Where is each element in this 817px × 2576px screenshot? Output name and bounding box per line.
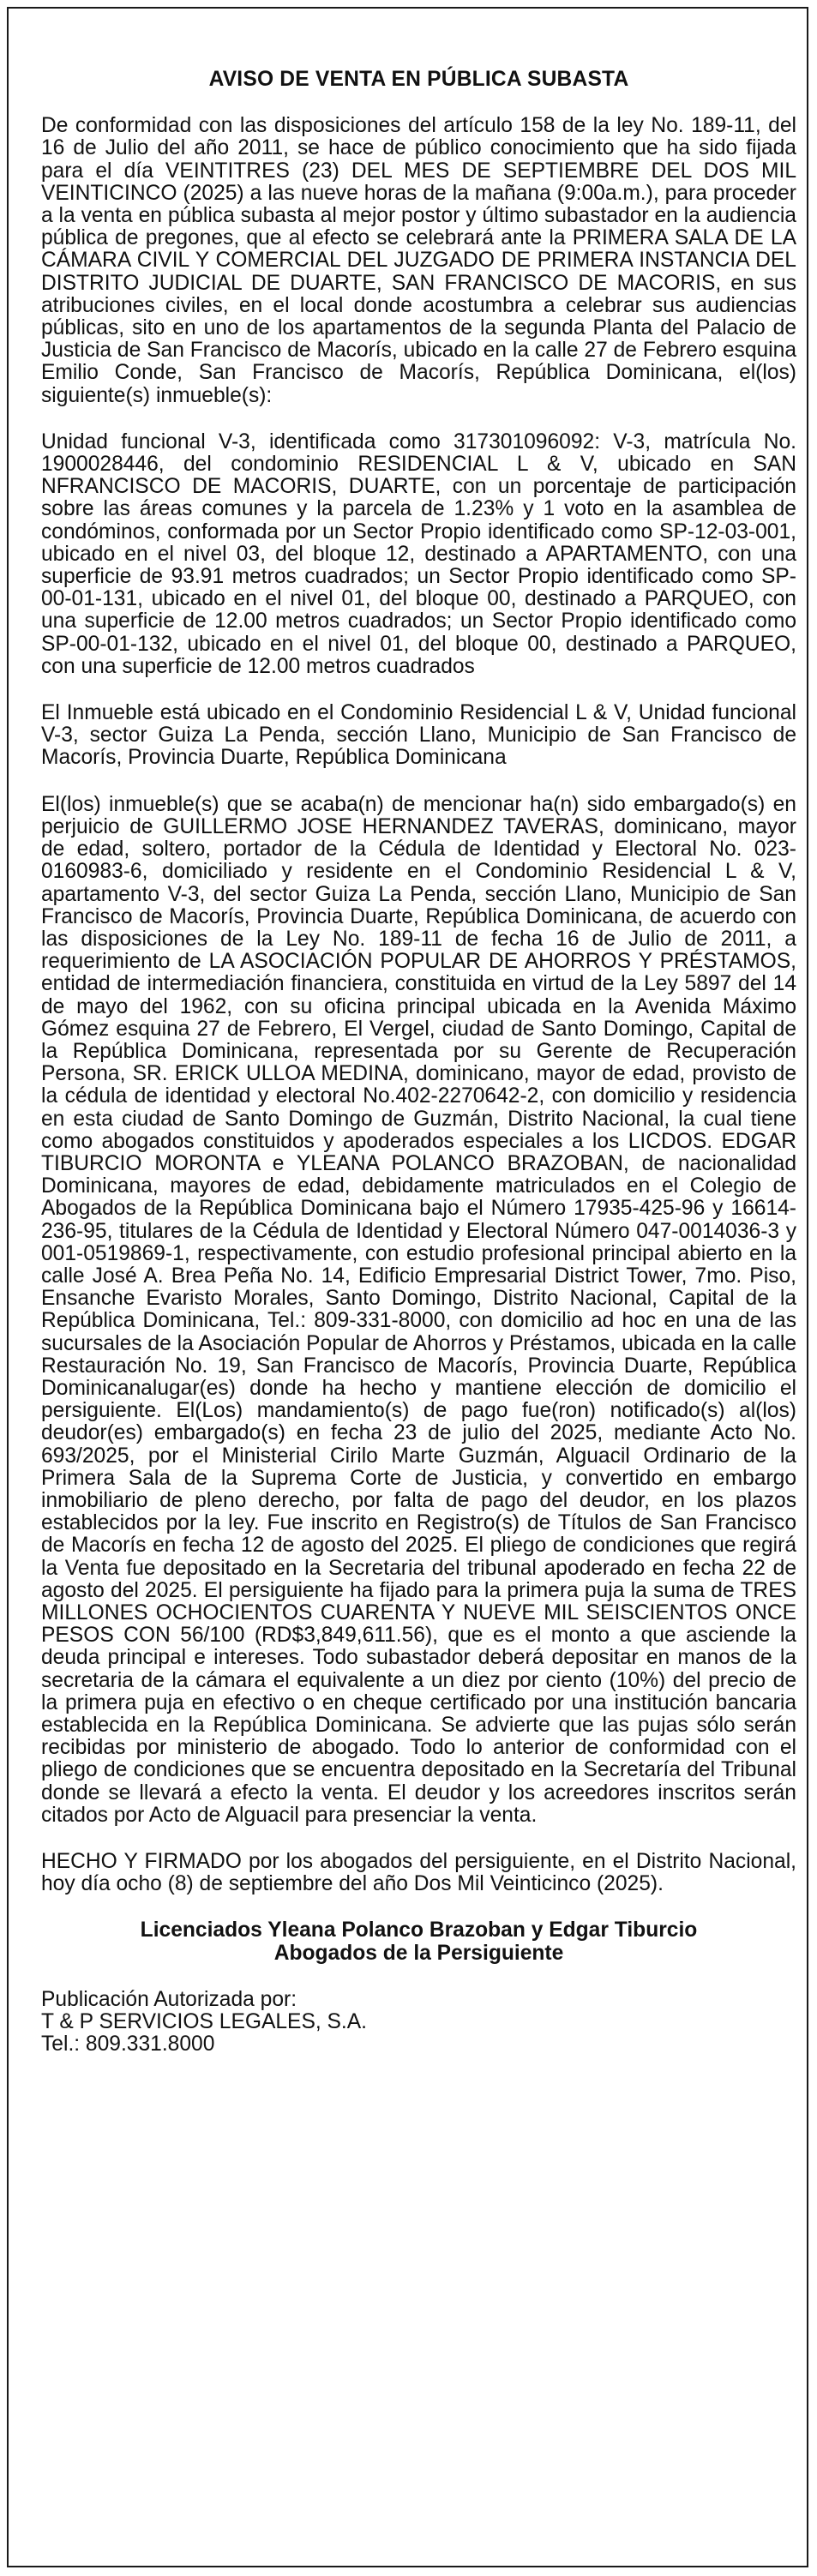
signers-role: Abogados de la Persiguiente (273, 1941, 564, 1965)
notice-body (41, 69, 796, 2056)
notice-title: AVISO DE VENTA EN PÚBLICA SUBASTA (208, 68, 629, 91)
notice-frame (7, 7, 808, 2567)
paragraph-auction-date: De conformidad con las disposiciones del artículo 158 de la ley No. 189-11, del 16 de Julio del año 2011, se hace de público conocimiento que ha sido fijada para el día VEINTITRES (23) DEL MES DE SEPTIEMBRE DEL DOS MIL VEINTICINCO (2025) a las nueve horas de la mañana (9:00a.m.), para proceder a la venta en pública subasta al mejor postor y último subastador en la audiencia pública de pregones, que al efecto se celebrará ante la PRIMERA SALA DE LA CÁMARA CIVIL Y COMERCIAL DEL JUZGADO DE PRIMERA INSTANCIA DEL DISTRITO JUDICIAL DE DUARTE, SAN FRANCISCO DE MACORIS, en sus atribuciones civiles, en el local donde acostumbra a celebrar sus audiencias públicas, sito en uno de los apartamentos de la segunda Planta del Palacio de Justicia de San Francisco de Macorís, ubicado en la calle 27 de Febrero esquina Emilio Conde, San Francisco de Macorís, República Dominicana, el(los) siguiente(s) inmueble(s): (41, 114, 796, 407)
publication-block (41, 1989, 796, 2057)
paragraph-property-location: El Inmueble está ubicado en el Condominio Residencial L & V, Unidad funcional V-3, sector Guiza La Penda, sección Llano, Municipio de San Francisco de Macorís, Provincia Duarte, República Dominicana (41, 701, 796, 770)
publication-phone: Tel.: 809.331.8000 (41, 2033, 215, 2057)
publication-company: T & P SERVICIOS LEGALES, S.A. (41, 2010, 368, 2034)
paragraph-seizure-details: El(los) inmueble(s) que se acaba(n) de mencionar ha(n) sido embargado(s) en perjuicio de GUILLERMO JOSE HERNANDEZ TAVERAS, dominicano, mayor de edad, soltero, portador de la Cédula de Identidad y Electoral No. 023-0160983-6, domiciliado y residente en el Condominio Residencial L & V, apartamento V-3, del sector Guiza La Penda, sección Llano, Municipio de San Francisco de Macorís, Provincia Duarte, República Dominicana, de acuerdo con las disposiciones de la Ley No. 189-11 de fecha 16 de Julio de 2011, a requerimiento de LA ASOCIACIÓN POPULAR DE AHORROS Y PRÉSTAMOS, entidad de intermediación financiera, constituida en virtud de la Ley 5897 del 14 de mayo del 1962, con su oficina principal ubicada en la Avenida Máximo Gómez esquina 27 de Febrero, El Vergel, ciudad de Santo Domingo, Capital de la República Dominicana, representada por su Gerente de Recuperación Persona, SR. ERICK ULLOA MEDINA, dominicano, mayor de edad, provisto de la cédula de identidad y electoral No.402-2270642-2, con domicilio y residencia en esta ciudad de Santo Domingo de Guzmán, Distrito Nacional, la cual tiene como abogados constituidos y apoderados especiales a los LICDOS. EDGAR TIBURCIO MORONTA e YLEANA POLANCO BRAZOBAN, de nacionalidad Dominicana, mayores de edad, debidamente matriculados en el Colegio de Abogados de la República Dominicana bajo el Número 17935-425-96 y 16614-236-95, titulares de la Cédula de Identidad y Electoral Número 047-0014036-3 y 001-0519869-1, respectivamente, con estudio profesional principal abierto en la calle José A. Brea Peña No. 14, Edificio Empresarial District Tower, 7mo. Piso, Ensanche Evaristo Morales, Santo Domingo, Distrito Nacional, Capital de la República Dominicana, Tel.: 809-331-8000, con domicilio ad hoc en una de las sucursales de la Asociación Popular de Ahorros y Préstamos, ubicada en la calle Restauración No. 19, San Francisco de Macorís, Provincia Duarte, República Dominicanalugar(es) donde ha hecho y mantiene elección de domicilio el persiguiente. El(Los) mandamiento(s) de pago fue(ron) notificado(s) al(los) deudor(es) embargado(s) en fecha 23 de julio del 2025, mediante Acto No. 693/2025, por el Ministerial Cirilo Marte Guzmán, Alguacil Ordinario de la Primera Sala de la Suprema Corte de Justicia, y convertido en embargo inmobiliario de pleno derecho, por falta de pago del deudor, en los plazos establecidos por la ley. Fue inscrito en Registro(s) de Títulos de San Francisco de Macorís en fecha 12 de agosto del 2025. El pliego de condiciones que regirá la Venta fue depositado en la Secretaria del tribunal apoderado en fecha 22 de agosto del 2025. El persiguiente ha fijado para la primera puja la suma de TRES MILLONES OCHOCIENTOS CUARENTA Y NUEVE MIL SEISCIENTOS ONCE PESOS CON 56/100 (RD$3,849,611.56), que es el monto a que asciende la deuda principal e intereses. Todo subastador deberá depositar en manos de la secretaria de la cámara el equivalente a un diez por ciento (10%) del precio de la primera puja en efectivo o en cheque certificado por una institución bancaria establecida en la República Dominicana. Se advierte que las pujas sólo serán recibidas por ministerio de abogado. Todo lo anterior de conformidad con el pliego de condiciones que se encuentra depositado en la Secretaría del Tribunal donde se llevará a efecto la venta. El deudor y los acreedores inscritos serán citados por Acto de Alguacil para presenciar la venta. (41, 792, 796, 1827)
paragraph-property-description: Unidad funcional V-3, identificada como 317301096092: V-3, matrícula No. 1900028446, del condominio RESIDENCIAL L & V, ubicado en SAN NFRANCISCO DE MACORIS, DUARTE, con un porcentaje de participación sobre las áreas comunes y la parcela de 1.23% y 1 voto en la asamblea de condóminos, conformada por un Sector Propio identificado como SP-12-03-001, ubicado en el nivel 03, del bloque 12, destinado a APARTAMENTO, con una superficie de 93.91 metros cuadrados; un Sector Propio identificado como SP-00-01-131, ubicado en el nivel 01, del bloque 00, destinado a PARQUEO, con una superficie de 12.00 metros cuadrados; un Sector Propio identificado como SP-00-01-132, ubicado en el nivel 01, del bloque 00, destinado a PARQUEO, con una superficie de 12.00 metros cuadrados (41, 429, 796, 678)
signers-block (41, 1919, 796, 1964)
publication-label: Publicación Autorizada por: (41, 1987, 297, 2011)
paragraph-signed-statement: HECHO Y FIRMADO por los abogados del persiguiente, en el Distrito Nacional, hoy día ocho (8) de septiembre del año Dos Mil Veinticinco (2025). (41, 1850, 796, 1896)
signers-names: Licenciados Yleana Polanco Brazoban y Edgar Tiburcio (140, 1918, 698, 1943)
